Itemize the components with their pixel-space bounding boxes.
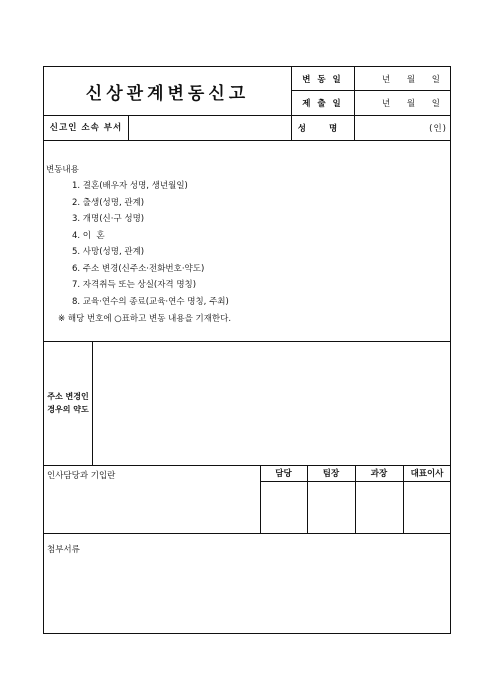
- change-date-label: 변 동 일: [302, 74, 343, 85]
- form-title: 신상관계변동신고: [85, 83, 250, 104]
- name-field[interactable]: (인): [429, 123, 447, 134]
- change-item: 4. 이 혼: [72, 231, 105, 241]
- attachments-field[interactable]: [44, 557, 451, 633]
- change-item: 1. 결혼(배우자 성명, 생년월일): [72, 181, 188, 191]
- dept-field[interactable]: [128, 115, 291, 140]
- map-label-line: 주소 변경인: [47, 392, 89, 401]
- divider: [44, 533, 451, 534]
- divider: [44, 140, 451, 141]
- change-item: 8. 교육·연수의 종료(교육·연수 명칭, 주최): [72, 297, 229, 307]
- change-item: 6. 주소 변경(신주소·전화번호·약도): [72, 264, 205, 274]
- approval-header: 대표이사: [410, 469, 444, 479]
- map-label: [44, 341, 92, 465]
- approval-header: 담당: [275, 469, 292, 479]
- approval-header: 팀장: [322, 469, 340, 479]
- submit-date-label: 제 출 일: [302, 98, 343, 109]
- change-item: 3. 개명(신·구 성명): [72, 214, 145, 224]
- submit-date-field[interactable]: 년 월 일: [381, 98, 441, 109]
- approval-sign-box[interactable]: [403, 481, 451, 533]
- name-label: 성 명: [297, 123, 348, 134]
- change-date-field[interactable]: 년 월 일: [381, 74, 441, 85]
- change-heading: 변동내용: [46, 165, 79, 175]
- change-item: 2. 출생(성명, 관계): [72, 198, 145, 208]
- change-report-form: [43, 66, 451, 634]
- map-label-line: 경우의 약도: [47, 405, 89, 414]
- approval-sign-box[interactable]: [260, 481, 307, 533]
- change-item: 5. 사망(성명, 관계): [72, 247, 145, 257]
- dept-label: 신고인 소속 부서: [49, 122, 123, 133]
- hr-label: 인사담당과 기입란: [47, 471, 116, 481]
- approval-sign-box[interactable]: [307, 481, 355, 533]
- instruction-note: ※ 해당 번호에 ○표하고 변동 내용을 기재한다.: [58, 314, 232, 324]
- approval-header: 과장: [370, 469, 388, 479]
- attachments-label: 첨부서류: [47, 545, 80, 555]
- approval-sign-box[interactable]: [355, 481, 403, 533]
- map-field[interactable]: [92, 341, 451, 465]
- change-item: 7. 자격취득 또는 상실(자격 명칭): [72, 280, 197, 290]
